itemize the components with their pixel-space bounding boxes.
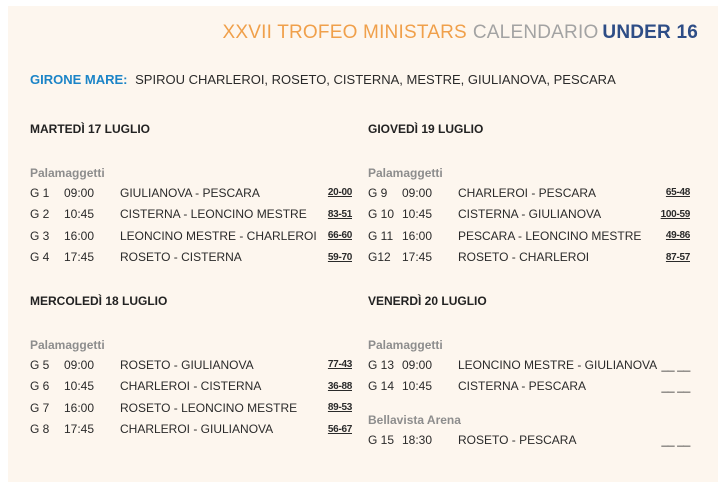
game-row [30,419,360,441]
day-title: MARTEDÌ 17 LUGLIO [30,122,151,136]
game-time: 10:45 [402,379,433,394]
game-score: __ __ [661,379,690,394]
game-match: CHARLEROI - CISTERNA [120,379,262,394]
schedule-sheet [8,6,718,482]
game-score: __ __ [661,432,690,447]
group-line [30,72,616,87]
game-match: ROSETO - LEONCINO MESTRE [120,400,298,415]
day-block [30,122,360,268]
game-match: PESCARA - LEONCINO MESTRE [458,228,642,243]
game-match: CISTERNA - GIULIANOVA [458,207,602,222]
game-match: LEONCINO MESTRE - GIULIANOVA [458,357,658,372]
group-teams: SPIROU CHARLEROI, ROSETO, CISTERNA, MESTRE, GIULIANOVA, PESCARA [135,72,616,87]
game-number: G 6 [30,379,50,394]
game-row [368,225,698,247]
game-number: G12 [368,250,391,265]
game-number: G 1 [30,185,50,200]
group-label: GIRONE MARE: [30,72,128,87]
day-title: VENERDÌ 20 LUGLIO [368,294,487,308]
title-category: UNDER 16 [602,22,698,43]
game-match: ROSETO - PESCARA [458,432,577,447]
game-row [30,354,360,376]
game-match: ROSETO - CHARLEROI [458,250,590,265]
game-time: 09:00 [64,185,95,200]
game-row [30,225,360,247]
game-number: G 10 [368,207,395,222]
game-time: 16:00 [402,228,433,243]
game-match: CISTERNA - LEONCINO MESTRE [120,207,307,222]
game-time: 09:00 [64,357,95,372]
game-number: G 13 [368,357,395,372]
day-block [368,294,698,451]
game-number: G 9 [368,185,388,200]
venue-name: Palamaggetti [368,338,443,352]
venue-name: Palamaggetti [30,166,105,180]
game-score: 87-57 [665,251,690,263]
game-row [368,204,698,226]
venue-name: Palamaggetti [368,166,443,180]
page-title [222,22,698,44]
game-match: CISTERNA - PESCARA [458,379,587,394]
game-row [30,204,360,226]
game-number: G 3 [30,228,50,243]
game-score: 59-70 [327,251,352,263]
game-time: 17:45 [64,422,95,437]
game-time: 10:45 [64,207,95,222]
game-number: G 7 [30,400,50,415]
game-row [30,397,360,419]
game-number: G 4 [30,250,50,265]
game-number: G 15 [368,432,395,447]
game-match: ROSETO - CISTERNA [120,250,242,265]
game-score: 36-88 [327,380,352,392]
game-number: G 8 [30,422,50,437]
game-time: 17:45 [402,250,433,265]
venue-name: Bellavista Arena [368,413,461,427]
game-time: 17:45 [64,250,95,265]
game-row [368,247,698,269]
game-time: 18:30 [402,432,433,447]
game-row [30,247,360,269]
game-score: __ __ [661,357,690,372]
game-match: LEONCINO MESTRE - CHARLEROI [120,228,317,243]
game-number: G 14 [368,379,395,394]
game-number: G 11 [368,228,394,243]
venue-name: Palamaggetti [30,338,105,352]
day-title: MERCOLEDÌ 18 LUGLIO [30,294,168,308]
day-title: GIOVEDÌ 19 LUGLIO [368,122,484,136]
day-block [30,294,360,440]
game-score: 20-00 [327,187,352,199]
game-match: CHARLEROI - PESCARA [458,185,597,200]
game-score: 100-59 [660,208,690,220]
game-match: GIULIANOVA - PESCARA [120,185,260,200]
game-score: 77-43 [327,359,352,371]
game-number: G 5 [30,357,50,372]
game-row [368,429,698,451]
game-score: 49-86 [665,230,690,242]
game-score: 66-60 [327,230,352,242]
title-calendar: CALENDARIO [472,22,599,43]
game-time: 09:00 [402,185,433,200]
game-row [368,354,698,376]
title-tournament: XXVII TROFEO MINISTARS [222,22,467,43]
game-match: ROSETO - GIULIANOVA [120,357,254,372]
game-row [30,376,360,398]
game-row [30,182,360,204]
day-block [368,122,698,268]
game-row [368,182,698,204]
game-time: 09:00 [402,357,433,372]
game-time: 10:45 [402,207,433,222]
game-score: 65-48 [665,187,690,199]
game-row [368,376,698,398]
game-time: 16:00 [64,400,95,415]
game-score: 83-51 [327,208,352,220]
game-number: G 2 [30,207,50,222]
game-time: 10:45 [64,379,95,394]
game-score: 56-67 [327,423,352,435]
game-match: CHARLEROI - GIULIANOVA [120,422,274,437]
game-time: 16:00 [64,228,95,243]
game-score: 89-53 [327,402,352,414]
